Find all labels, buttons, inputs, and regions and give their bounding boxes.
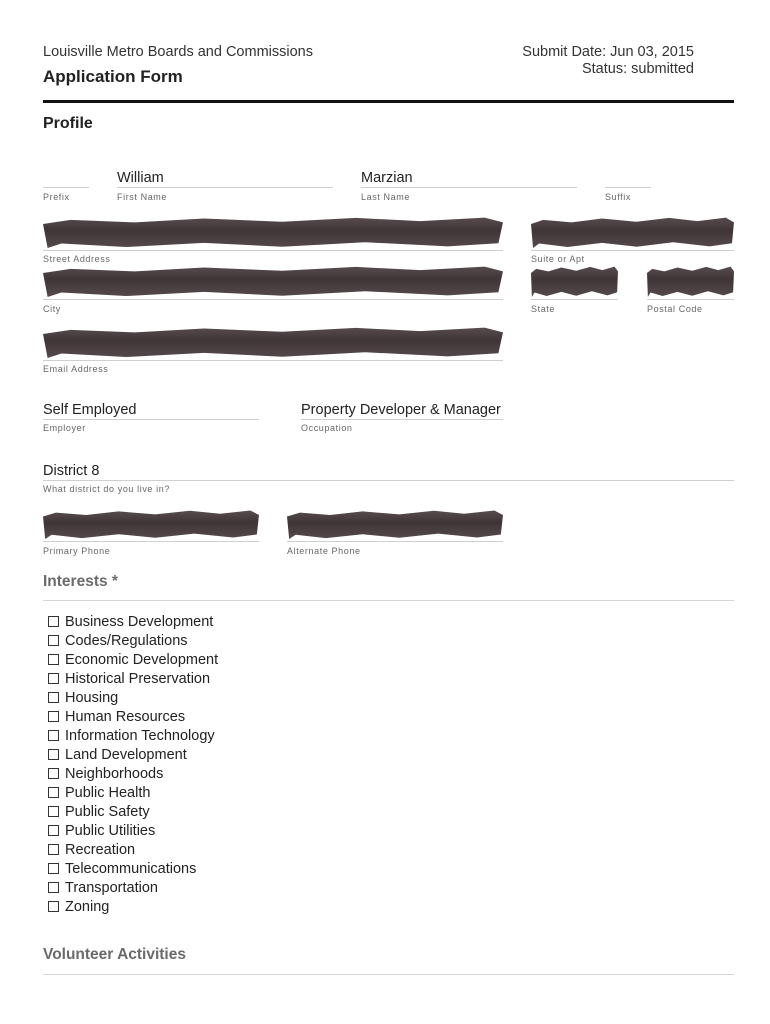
district-label: What district do you live in? [43,484,170,494]
alternate-phone-label: Alternate Phone [287,546,361,556]
checkbox[interactable] [48,768,59,779]
street-address-label: Street Address [43,254,111,264]
redaction-mark [43,509,259,539]
redaction-mark [647,265,734,297]
employer-field [43,402,259,437]
checkbox[interactable] [48,616,59,627]
interest-option[interactable] [48,707,218,726]
interest-label: Recreation [65,841,136,858]
primary-phone-label: Primary Phone [43,546,111,556]
interest-label: Historical Preservation [65,670,211,687]
interest-option[interactable] [48,897,218,916]
suffix-field [605,170,651,205]
checkbox[interactable] [48,882,59,893]
interest-label: Information Technology [65,727,215,744]
state-field [531,264,618,316]
redaction-mark [43,326,503,358]
interest-label: Codes/Regulations [65,632,188,649]
district-field [43,463,734,498]
street-address-field [43,214,503,266]
last-name-label: Last Name [361,192,410,202]
redaction-mark [43,265,503,297]
interest-label: Land Development [65,746,187,763]
checkbox[interactable] [48,654,59,665]
prefix-label: Prefix [43,192,70,202]
suffix-label: Suffix [605,192,631,202]
submission-info [522,44,694,78]
interest-option[interactable] [48,783,218,802]
interest-label: Public Safety [65,803,150,820]
redaction-mark [531,216,734,248]
interest-option[interactable] [48,612,218,631]
volunteer-divider [43,974,734,975]
submit-date: Submit Date: Jun 03, 2015 [522,44,694,60]
first-name-value: William [117,170,164,186]
status: Status: submitted [581,61,694,77]
interest-option[interactable] [48,821,218,840]
interest-label: Transportation [65,879,158,896]
redaction-mark [287,509,503,539]
redaction-mark [531,265,618,297]
primary-phone-field [43,507,259,559]
profile-heading: Profile [43,115,93,132]
suite-field [531,214,734,266]
organization-name: Louisville Metro Boards and Commissions [43,44,313,60]
interests-heading: Interests * [43,573,118,590]
email-field [43,325,503,377]
checkbox[interactable] [48,673,59,684]
interests-divider [43,600,734,601]
email-label: Email Address [43,364,109,374]
interest-label: Human Resources [65,708,186,725]
employer-value: Self Employed [43,402,137,418]
interest-option[interactable] [48,745,218,764]
district-value: District 8 [43,463,100,479]
checkbox[interactable] [48,863,59,874]
page-title: Application Form [43,67,183,86]
checkbox[interactable] [48,711,59,722]
interest-option[interactable] [48,878,218,897]
alternate-phone-field [287,507,503,559]
interest-option[interactable] [48,726,218,745]
occupation-field [301,402,503,437]
checkbox[interactable] [48,749,59,760]
checkbox[interactable] [48,692,59,703]
interest-option[interactable] [48,631,218,650]
volunteer-heading: Volunteer Activities [43,946,186,963]
interest-option[interactable] [48,650,218,669]
employer-label: Employer [43,423,86,433]
interest-option[interactable] [48,764,218,783]
occupation-label: Occupation [301,423,353,433]
last-name-field [361,170,577,205]
interest-label: Housing [65,689,119,706]
last-name-value: Marzian [361,170,413,186]
checkbox[interactable] [48,635,59,646]
first-name-field [117,170,333,205]
checkbox[interactable] [48,787,59,798]
checkbox[interactable] [48,730,59,741]
interest-label: Economic Development [65,651,219,668]
redaction-mark [43,216,503,248]
interest-option[interactable] [48,840,218,859]
checkbox[interactable] [48,806,59,817]
postal-code-field [647,264,734,316]
checkbox[interactable] [48,825,59,836]
checkbox[interactable] [48,901,59,912]
interest-option[interactable] [48,802,218,821]
interest-option[interactable] [48,669,218,688]
city-field [43,264,503,316]
interest-option[interactable] [48,859,218,878]
header-divider [43,100,734,103]
occupation-value: Property Developer & Manager [301,402,501,418]
interest-label: Public Utilities [65,822,156,839]
interest-label: Public Health [65,784,151,801]
interest-label: Neighborhoods [65,765,164,782]
interest-label: Business Development [65,613,214,630]
interest-option[interactable] [48,688,218,707]
city-label: City [43,304,61,314]
checkbox[interactable] [48,844,59,855]
postal-code-label: Postal Code [647,304,703,314]
interests-checklist [48,612,218,916]
interest-label: Telecommunications [65,860,197,877]
state-label: State [531,304,556,314]
first-name-label: First Name [117,192,168,202]
interest-label: Zoning [65,898,110,915]
suite-label: Suite or Apt [531,254,585,264]
prefix-field [43,170,89,205]
